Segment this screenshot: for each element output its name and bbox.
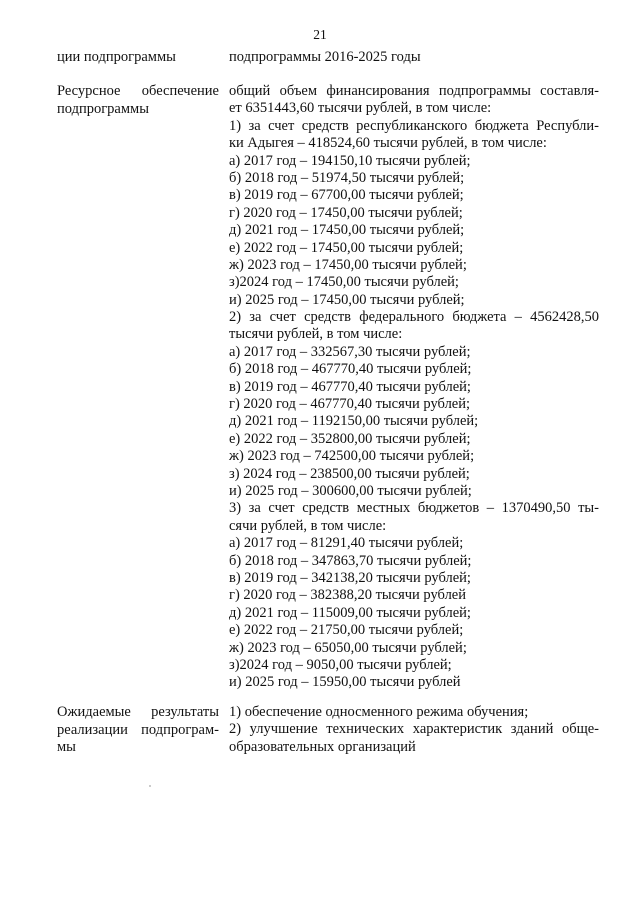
row-value-line: 2) за счет средств федерального бюджета – 4562428,50 bbox=[229, 309, 599, 326]
row-label-line: мы bbox=[57, 739, 76, 755]
row-value-line: тысячи рублей, в том числе: bbox=[229, 326, 403, 343]
row-value-line: з)2024 год – 17450,00 тысячи рублей; bbox=[229, 274, 459, 291]
row-value-line: е) 2022 год – 352800,00 тысячи рублей; bbox=[229, 430, 471, 447]
row-value-line: з) 2024 год – 238500,00 тысячи рублей; bbox=[229, 465, 470, 482]
row-value bbox=[229, 704, 599, 756]
row-label-line: ции подпрограммы bbox=[57, 49, 176, 65]
row-value-line: и) 2025 год – 300600,00 тысячи рублей; bbox=[229, 482, 472, 499]
row-value bbox=[229, 83, 599, 692]
row-value-line: в) 2019 год – 467770,40 тысячи рублей; bbox=[229, 378, 471, 395]
row-value-line: в) 2019 год – 67700,00 тысячи рублей; bbox=[229, 187, 464, 204]
row-value-line: д) 2021 год – 17450,00 тысячи рублей; bbox=[229, 222, 465, 239]
row-value-line: ж) 2023 год – 742500,00 тысячи рублей; bbox=[229, 448, 475, 465]
row-value-line: б) 2018 год – 467770,40 тысячи рублей; bbox=[229, 361, 472, 378]
row-label bbox=[57, 83, 219, 118]
row-label bbox=[57, 49, 219, 67]
row-value-line: подпрограммы 2016-2025 годы bbox=[229, 49, 421, 65]
row-value-line: г) 2020 год – 382388,20 тысячи рублей bbox=[229, 587, 466, 604]
row-value-line: е) 2022 год – 21750,00 тысячи рублей; bbox=[229, 622, 464, 639]
row-value-line: образовательных организаций bbox=[229, 738, 416, 755]
row-value-line: з)2024 год – 9050,00 тысячи рублей; bbox=[229, 656, 452, 673]
row-label-line: реализации подпрограм- bbox=[57, 721, 219, 738]
row-value-line: д) 2021 год – 1192150,00 тысячи рублей; bbox=[229, 413, 479, 430]
row-value-line: 1) обеспечение односменного режима обучения; bbox=[229, 704, 529, 720]
row-value-line: г) 2020 год – 467770,40 тысячи рублей; bbox=[229, 396, 471, 413]
row-value-line: 1) за счет средств республиканского бюджета Республи- bbox=[229, 117, 599, 134]
row-value-line: а) 2017 год – 194150,10 тысячи рублей; bbox=[229, 152, 471, 169]
row-label-line: подпрограммы bbox=[57, 100, 149, 117]
row-value-line: и) 2025 год – 15950,00 тысячи рублей bbox=[229, 674, 461, 691]
row-value-line: ж) 2023 год – 17450,00 тысячи рублей; bbox=[229, 256, 467, 273]
row-value-line: в) 2019 год – 342138,20 тысячи рублей; bbox=[229, 569, 471, 586]
page-number: 21 bbox=[313, 27, 327, 42]
row-value-line: а) 2017 год – 81291,40 тысячи рублей; bbox=[229, 535, 464, 552]
row-value-line: сячи рублей, в том числе: bbox=[229, 517, 387, 534]
row-value-line: и) 2025 год – 17450,00 тысячи рублей; bbox=[229, 291, 465, 308]
row-value-line: 2) улучшение технических характеристик зданий обще- bbox=[229, 721, 599, 738]
row-label bbox=[57, 704, 219, 757]
row-value-line: а) 2017 год – 332567,30 тысячи рублей; bbox=[229, 343, 471, 360]
row-value bbox=[229, 49, 599, 66]
row-value-line: ки Адыгея – 418524,60 тысячи рублей, в том числе: bbox=[229, 135, 547, 152]
row-value-line: б) 2018 год – 347863,70 тысячи рублей; bbox=[229, 552, 472, 569]
row-value-line: г) 2020 год – 17450,00 тысячи рублей; bbox=[229, 204, 463, 221]
row-value-line: ет 6351443,60 тысячи рублей, в том числе: bbox=[229, 100, 492, 117]
row-value-line: ж) 2023 год – 65050,00 тысячи рублей; bbox=[229, 639, 467, 656]
row-value-line: е) 2022 год – 17450,00 тысячи рублей; bbox=[229, 239, 464, 256]
scan-speck bbox=[149, 785, 151, 787]
row-label-line: Ресурсное обеспечение bbox=[57, 83, 219, 99]
row-value-line: д) 2021 год – 115009,00 тысячи рублей; bbox=[229, 604, 471, 621]
row-value-line: б) 2018 год – 51974,50 тысячи рублей; bbox=[229, 169, 465, 186]
row-value-line: общий объем финансирования подпрограммы составля- bbox=[229, 83, 599, 99]
row-value-line: 3) за счет средств местных бюджетов – 1370490,50 ты- bbox=[229, 500, 599, 517]
row-label-line: Ожидаемые результаты bbox=[57, 704, 219, 720]
